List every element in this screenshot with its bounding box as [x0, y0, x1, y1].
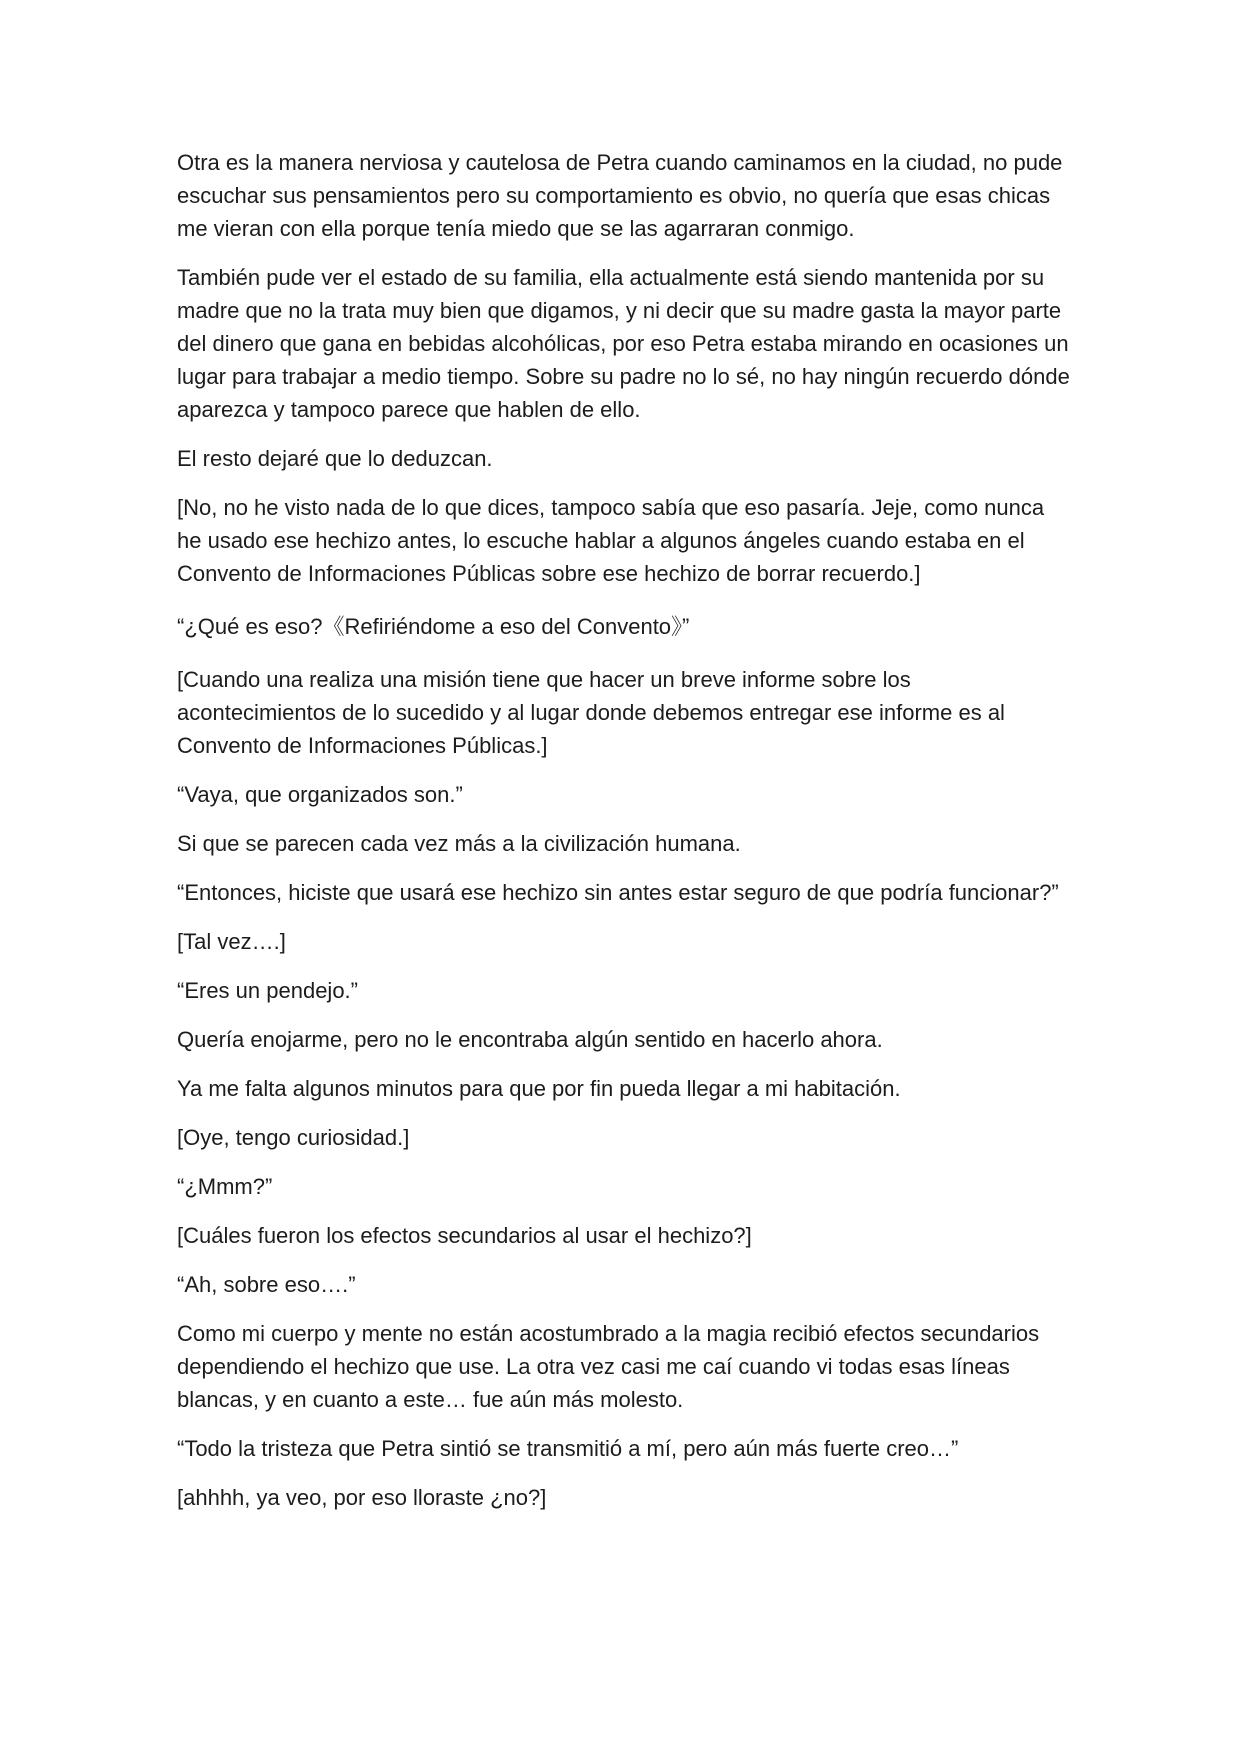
paragraph: “¿Qué es eso?《Refiriéndome a eso del Convento》” [177, 614, 690, 639]
paragraph: [Tal vez….] [177, 929, 286, 954]
paragraph: [Oye, tengo curiosidad.] [177, 1125, 410, 1150]
paragraph: “Ah, sobre eso….” [177, 1272, 356, 1297]
paragraph: “Entonces, hiciste que usará ese hechizo sin antes estar seguro de que podría funcionar?” [177, 880, 1059, 905]
paragraph: “Todo la tristeza que Petra sintió se transmitió a mí, pero aún más fuerte creo…” [177, 1436, 959, 1461]
paragraph: [No, no he visto nada de lo que dices, tampoco sabía que eso pasaría. Jeje, como nunca he usado ese hechizo antes, lo escuche hablar a algunos ángeles cuando estaba en el Convento de Informaciones Públicas sobre ese hechizo de borrar recuerdo.] [177, 495, 1051, 586]
document-body [177, 146, 1076, 1530]
paragraph: [ahhhh, ya veo, por eso lloraste ¿no?] [177, 1485, 547, 1510]
paragraph: También pude ver el estado de su familia, ella actualmente está siendo mantenida por su madre que no la trata muy bien que digamos, y ni decir que su madre gasta la mayor parte del dinero que gana en bebidas alcohólicas, por eso Petra estaba mirando en ocasiones un lugar para trabajar a medio tiempo. Sobre su padre no lo sé, no hay ningún recuerdo dónde aparezca y tampoco parece que hablen de ello. [177, 265, 1076, 422]
paragraph: “Eres un pendejo.” [177, 978, 358, 1003]
paragraph: Como mi cuerpo y mente no están acostumbrado a la magia recibió efectos secundarios dependiendo el hechizo que use. La otra vez casi me caí cuando vi todas esas líneas blancas, y en cuanto a este… fue aún más molesto. [177, 1321, 1046, 1412]
paragraph: “Vaya, que organizados son.” [177, 782, 463, 807]
paragraph: Ya me falta algunos minutos para que por fin pueda llegar a mi habitación. [177, 1076, 901, 1101]
paragraph: [Cuáles fueron los efectos secundarios al usar el hechizo?] [177, 1223, 752, 1248]
paragraph: Otra es la manera nerviosa y cautelosa de Petra cuando caminamos en la ciudad, no pude escuchar sus pensamientos pero su comportamiento es obvio, no quería que esas chicas me vieran con ella porque tenía miedo que se las agarraran conmigo. [177, 150, 1069, 241]
paragraph: Si que se parecen cada vez más a la civilización humana. [177, 831, 741, 856]
paragraph: “¿Mmm?” [177, 1174, 273, 1199]
paragraph: El resto dejaré que lo deduzcan. [177, 446, 493, 471]
paragraph: Quería enojarme, pero no le encontraba algún sentido en hacerlo ahora. [177, 1027, 883, 1052]
paragraph: [Cuando una realiza una misión tiene que hacer un breve informe sobre los acontecimientos de lo sucedido y al lugar donde debemos entregar ese informe es al Convento de Informaciones Públicas.] [177, 667, 1012, 758]
